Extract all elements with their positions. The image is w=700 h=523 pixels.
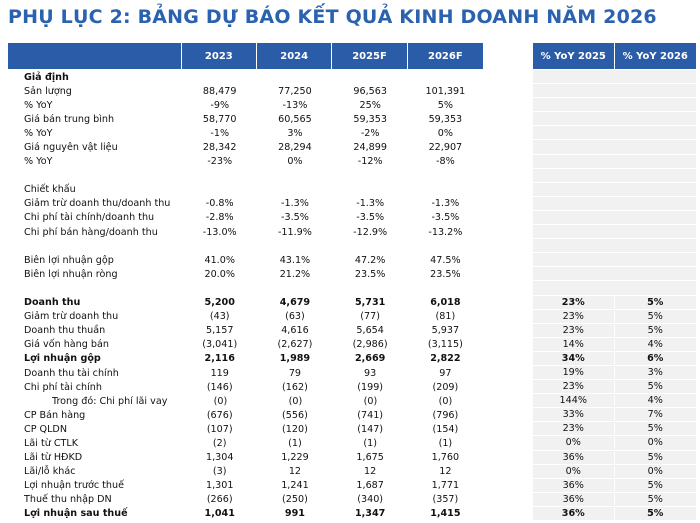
table-row xyxy=(8,338,483,352)
yoy-value: 6% xyxy=(647,352,664,364)
yoy-value: 144% xyxy=(533,395,615,406)
row-value: (741) xyxy=(357,409,384,421)
row-value: -1% xyxy=(210,127,230,139)
page-title: PHỤ LỤC 2: BẢNG DỰ BÁO KẾT QUẢ KINH DOANH NĂM 2026 xyxy=(8,6,657,28)
header-yoy-0: % YoY 2025 xyxy=(533,43,615,69)
yoy-value: 5% xyxy=(647,423,663,435)
table-row xyxy=(8,352,483,366)
row-value: 43.1% xyxy=(279,254,311,266)
row-value: 21.2% xyxy=(279,268,311,280)
yoy-value: 23% xyxy=(533,381,615,392)
table-row xyxy=(8,479,483,493)
yoy-row xyxy=(533,126,696,140)
row-label: Giá vốn hàng bán xyxy=(24,339,109,351)
yoy-row xyxy=(533,197,696,211)
table-row xyxy=(8,451,483,465)
row-value: 23.5% xyxy=(430,268,461,280)
row-label: Doanh thu thuần xyxy=(24,325,106,337)
row-value: 5,731 xyxy=(354,297,386,309)
yoy-row xyxy=(533,366,696,380)
row-value: (250) xyxy=(282,494,308,506)
yoy-value: 5% xyxy=(647,296,664,308)
yoy-row xyxy=(533,98,696,112)
row-label: Giá nguyên vật liệu xyxy=(24,142,118,154)
row-value: -9% xyxy=(210,99,230,111)
row-label: Sản lượng xyxy=(24,85,72,97)
table-row xyxy=(8,296,483,310)
yoy-row xyxy=(533,84,696,98)
row-value: (147) xyxy=(357,423,384,435)
row-label: Lợi nhuận sau thuế xyxy=(24,508,128,520)
yoy-row xyxy=(533,493,696,507)
yoy-row xyxy=(533,394,696,408)
row-value: 96,563 xyxy=(353,85,387,97)
yoy-value: 36% xyxy=(533,452,615,463)
yoy-row xyxy=(533,169,696,183)
header-year-2023: 2023 xyxy=(182,43,257,69)
row-label: Doanh thu tài chính xyxy=(24,367,119,379)
row-value: (146) xyxy=(206,381,233,393)
row-value: (77) xyxy=(360,311,380,323)
row-value: (1) xyxy=(363,437,377,449)
row-value: (0) xyxy=(288,395,303,407)
header-year-2024: 2024 xyxy=(257,43,332,69)
row-value: 12 xyxy=(439,466,452,478)
table-row xyxy=(8,394,483,408)
table-row xyxy=(8,155,483,169)
table-row xyxy=(8,169,483,183)
row-label: Doanh thu xyxy=(24,297,81,309)
row-value: 79 xyxy=(288,367,302,379)
yoy-value: 5% xyxy=(647,310,663,322)
row-value: 1,229 xyxy=(281,452,309,464)
row-label: Lãi từ CTLK xyxy=(24,437,79,449)
row-value: -13% xyxy=(282,99,308,111)
row-value: 5,157 xyxy=(205,325,234,337)
table-row xyxy=(8,380,483,394)
row-value: 12 xyxy=(364,466,377,478)
yoy-value: 23% xyxy=(533,325,615,336)
row-value: 93 xyxy=(364,367,377,379)
yoy-table-body xyxy=(533,70,696,521)
header-label-cell xyxy=(8,43,182,69)
row-value: 4,679 xyxy=(279,297,311,309)
row-value: (3,115) xyxy=(427,339,463,351)
yoy-value: 36% xyxy=(533,480,615,491)
row-value: 24,899 xyxy=(353,142,387,154)
row-value: 60,565 xyxy=(278,113,312,125)
row-value: 25% xyxy=(359,99,381,111)
yoy-value: 5% xyxy=(647,451,663,463)
row-value: -3.5% xyxy=(356,212,385,224)
yoy-value: 7% xyxy=(647,409,663,421)
yoy-row xyxy=(533,267,696,281)
yoy-value: 5% xyxy=(647,479,663,491)
yoy-value: 19% xyxy=(533,367,615,378)
row-value: 1,675 xyxy=(356,452,384,464)
row-value: -11.9% xyxy=(277,226,312,238)
row-value: 6,018 xyxy=(430,297,461,309)
row-value: 12 xyxy=(288,466,302,478)
row-value: 1,415 xyxy=(430,508,461,520)
row-value: (0) xyxy=(213,395,228,407)
row-label: Biên lợi nhuận ròng xyxy=(24,268,118,280)
table-row xyxy=(8,84,483,98)
row-value: -23% xyxy=(207,156,233,168)
yoy-value: 23% xyxy=(533,311,615,322)
row-label: Giảm trừ doanh thu/doanh thu xyxy=(24,198,171,210)
row-value: 1,989 xyxy=(279,353,311,365)
row-value: -2.8% xyxy=(205,212,234,224)
row-value: 4,616 xyxy=(281,325,309,337)
table-row xyxy=(8,422,483,436)
row-value: (2,986) xyxy=(352,339,388,351)
yoy-value: 33% xyxy=(533,409,615,420)
row-label: % YoY xyxy=(24,156,53,168)
row-value: (1) xyxy=(438,437,453,449)
yoy-row xyxy=(533,211,696,225)
row-value: 991 xyxy=(284,508,305,520)
header-yoy-1: % YoY 2026 xyxy=(622,50,688,62)
yoy-row xyxy=(533,140,696,154)
table-row xyxy=(8,253,483,267)
row-value: (154) xyxy=(432,423,459,435)
yoy-value: 14% xyxy=(533,339,615,350)
row-value: 58,770 xyxy=(202,113,237,125)
yoy-value: 0% xyxy=(533,437,615,448)
yoy-row xyxy=(533,352,696,366)
row-value: 2,822 xyxy=(430,353,461,365)
table-row xyxy=(8,281,483,295)
row-label: Lãi từ HĐKD xyxy=(24,452,83,464)
row-value: (556) xyxy=(282,409,308,421)
yoy-row xyxy=(533,338,696,352)
forecast-table-body xyxy=(8,70,483,521)
row-label: % YoY xyxy=(24,127,53,139)
forecast-table xyxy=(8,43,483,521)
yoy-value: 36% xyxy=(533,508,615,519)
row-value: 1,760 xyxy=(431,452,460,464)
row-value: -1.3% xyxy=(356,198,385,210)
yoy-value: 3% xyxy=(647,367,663,379)
yoy-value: 23% xyxy=(533,297,615,308)
yoy-row xyxy=(533,239,696,253)
yoy-row xyxy=(533,112,696,126)
yoy-value: 36% xyxy=(533,494,615,505)
table-row xyxy=(8,408,483,422)
table-row xyxy=(8,140,483,154)
row-value: (162) xyxy=(282,381,308,393)
row-value: (43) xyxy=(209,311,230,323)
row-value: (120) xyxy=(282,423,308,435)
row-value: 1,041 xyxy=(204,508,235,520)
row-label: % YoY xyxy=(24,99,53,111)
row-value: 2,669 xyxy=(354,353,386,365)
row-label: CP QLDN xyxy=(24,423,67,435)
row-value: 20.0% xyxy=(204,268,235,280)
table-row xyxy=(8,493,483,507)
row-label: Biên lợi nhuận gộp xyxy=(24,254,114,266)
table-row xyxy=(8,267,483,281)
row-value: 77,250 xyxy=(278,85,312,97)
yoy-row xyxy=(533,451,696,465)
yoy-row xyxy=(533,380,696,394)
row-value: 41.0% xyxy=(204,254,235,266)
row-value: -0.8% xyxy=(205,198,234,210)
row-label: Chiết khấu xyxy=(24,184,76,196)
table-row xyxy=(8,436,483,450)
row-value: -1.3% xyxy=(431,198,460,210)
yoy-value: 4% xyxy=(647,395,663,407)
yoy-row xyxy=(533,310,696,324)
yoy-value: 34% xyxy=(533,353,615,364)
table-row xyxy=(8,197,483,211)
table-row xyxy=(8,324,483,338)
row-value: -2% xyxy=(360,127,380,139)
table-row xyxy=(8,225,483,239)
row-label: Chi phí bán hàng/doanh thu xyxy=(24,226,158,238)
header-year-2026F: 2026F xyxy=(428,50,463,62)
table-row xyxy=(8,98,483,112)
row-value: 0% xyxy=(437,127,453,139)
header-year-2025F: 2025F xyxy=(332,43,407,69)
row-value: (0) xyxy=(363,395,378,407)
row-value: 2,116 xyxy=(204,353,235,365)
row-value: (209) xyxy=(432,381,459,393)
table-row xyxy=(8,126,483,140)
table-row xyxy=(8,239,483,253)
row-value: (199) xyxy=(357,381,384,393)
table-row xyxy=(8,211,483,225)
row-value: (3) xyxy=(212,466,227,478)
table-row xyxy=(8,310,483,324)
row-value: 5,654 xyxy=(356,325,384,337)
table-row xyxy=(8,465,483,479)
row-value: (63) xyxy=(285,311,305,323)
yoy-row xyxy=(533,296,696,310)
row-value: 97 xyxy=(439,367,452,379)
row-label: CP Bán hàng xyxy=(24,409,86,421)
yoy-table-header xyxy=(533,43,696,69)
yoy-value: 5% xyxy=(647,381,663,393)
row-value: 47.2% xyxy=(354,254,386,266)
row-value: (266) xyxy=(206,494,233,506)
row-value: -13.0% xyxy=(202,226,237,238)
yoy-row xyxy=(533,324,696,338)
row-value: -12% xyxy=(357,156,383,168)
row-value: 119 xyxy=(210,367,229,379)
row-value: (0) xyxy=(438,395,453,407)
row-value: 0% xyxy=(287,156,303,168)
row-value: (1) xyxy=(288,437,302,449)
row-value: (3,041) xyxy=(202,339,238,351)
row-value: (796) xyxy=(432,409,459,421)
row-label: Giảm trừ doanh thu xyxy=(24,311,119,323)
yoy-row xyxy=(533,436,696,450)
yoy-value: 0% xyxy=(647,437,663,449)
row-value: 59,353 xyxy=(428,113,463,125)
row-value: 1,301 xyxy=(205,480,234,492)
row-value: (107) xyxy=(206,423,233,435)
table-row xyxy=(8,112,483,126)
row-value: 1,347 xyxy=(354,508,386,520)
row-value: (2,627) xyxy=(277,339,313,351)
row-label: Lãi/lỗ khác xyxy=(24,466,76,478)
row-label: Lợi nhuận gộp xyxy=(24,353,101,365)
row-value: (357) xyxy=(432,494,459,506)
yoy-row xyxy=(533,465,696,479)
yoy-value: 5% xyxy=(647,507,664,519)
row-value: -3.5% xyxy=(281,212,309,224)
row-label: Thuế thu nhập DN xyxy=(24,494,112,506)
forecast-table-header xyxy=(8,43,483,69)
row-value: -1.3% xyxy=(281,198,309,210)
yoy-value: 4% xyxy=(647,338,663,350)
row-value: 22,907 xyxy=(428,142,463,154)
yoy-row xyxy=(533,225,696,239)
row-value: 1,304 xyxy=(205,452,234,464)
table-row xyxy=(8,70,483,84)
yoy-value: 23% xyxy=(533,423,615,434)
row-label: Chi phí tài chính xyxy=(24,381,102,393)
row-label: Lợi nhuận trước thuế xyxy=(24,480,124,492)
row-value: 88,479 xyxy=(202,85,237,97)
yoy-row xyxy=(533,70,696,84)
yoy-row xyxy=(533,422,696,436)
row-value: 5,937 xyxy=(431,325,460,337)
row-value: 5,200 xyxy=(204,297,235,309)
row-value: 28,294 xyxy=(278,142,312,154)
row-value: 5% xyxy=(437,99,453,111)
row-value: 28,342 xyxy=(202,142,237,154)
row-value: 101,391 xyxy=(425,85,466,97)
yoy-value: 0% xyxy=(533,466,615,477)
row-value: (81) xyxy=(435,311,456,323)
row-label: Chi phí tài chính/doanh thu xyxy=(24,212,155,224)
yoy-value: 5% xyxy=(647,493,663,505)
yoy-row xyxy=(533,183,696,197)
yoy-row xyxy=(533,479,696,493)
row-label: Giả định xyxy=(24,71,69,83)
row-value: 3% xyxy=(287,127,303,139)
row-value: 1,771 xyxy=(431,480,460,492)
yoy-row xyxy=(533,253,696,267)
row-value: 1,687 xyxy=(356,480,384,492)
yoy-row xyxy=(533,155,696,169)
row-value: (340) xyxy=(357,494,384,506)
yoy-row xyxy=(533,281,696,295)
row-value: 47.5% xyxy=(430,254,461,266)
row-value: -13.2% xyxy=(428,226,463,238)
row-value: -3.5% xyxy=(431,212,460,224)
row-value: 1,241 xyxy=(281,480,309,492)
row-value: (2) xyxy=(212,437,227,449)
row-value: 23.5% xyxy=(354,268,386,280)
row-value: -8% xyxy=(436,156,455,168)
table-row xyxy=(8,183,483,197)
table-row xyxy=(8,366,483,380)
row-label: Trong đó: Chi phí lãi vay xyxy=(52,395,168,407)
row-value: (676) xyxy=(206,409,233,421)
yoy-table xyxy=(533,43,696,521)
yoy-value: 5% xyxy=(647,324,663,336)
yoy-value: 0% xyxy=(647,465,663,477)
yoy-row xyxy=(533,408,696,422)
table-row xyxy=(8,507,483,521)
row-value: 59,353 xyxy=(353,113,387,125)
row-value: -12.9% xyxy=(353,226,388,238)
row-label: Giá bán trung bình xyxy=(24,113,115,125)
yoy-row xyxy=(533,507,696,521)
